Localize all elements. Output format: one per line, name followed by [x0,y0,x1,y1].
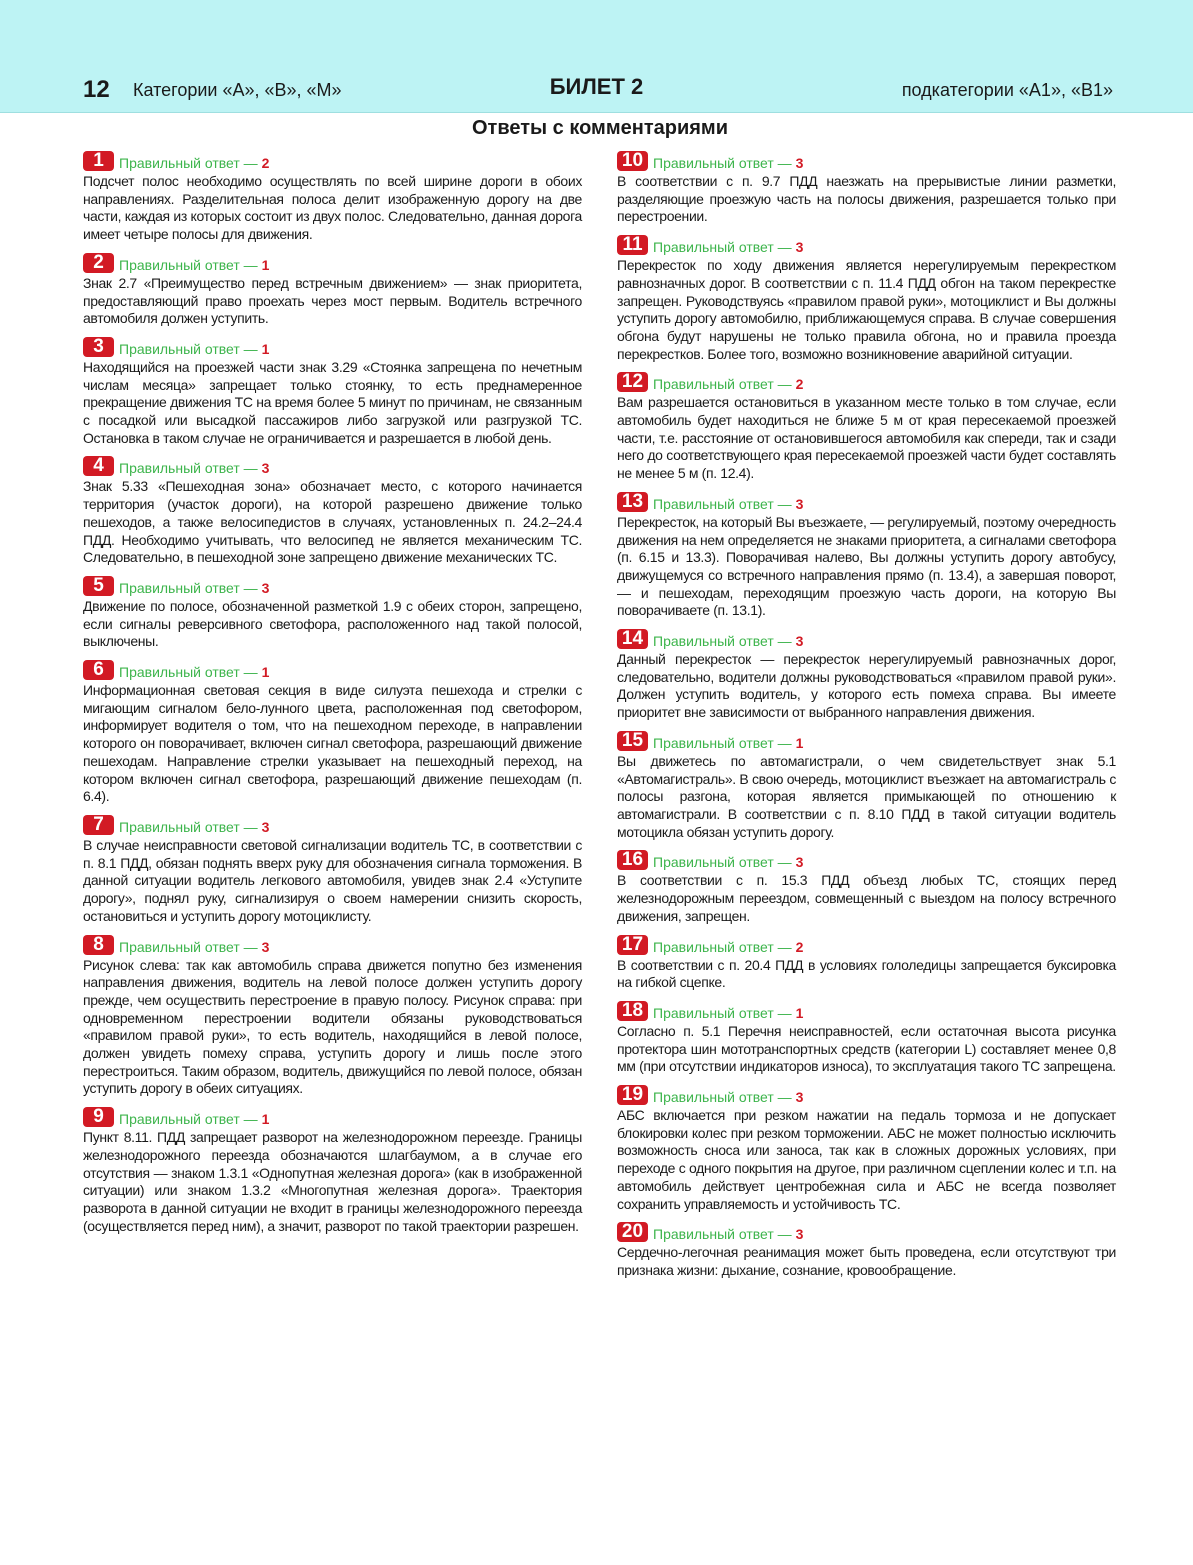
answer-label-text: Правильный ответ — [653,633,792,650]
answer-label-text: Правильный ответ — [119,579,258,596]
question-number-badge: 5 [83,576,114,596]
answer-number: 2 [795,376,804,393]
answer-header [83,660,582,680]
answer-label-text: Правильный ответ — [653,854,792,871]
answer-comment: Сердечно-легочная реанимация может быть проведена, если отсутствуют три признака жизни: дыхание, сознание, кровообращение. [617,1244,1116,1278]
question-number-badge: 8 [83,935,114,955]
correct-answer-label [119,580,269,596]
answer-header [617,1001,1116,1021]
answer-label-text: Правильный ответ — [653,495,792,512]
answer-header [617,850,1116,870]
right-column [617,151,1116,1289]
answer-number: 3 [795,633,804,650]
answer-label-text: Правильный ответ — [653,376,792,393]
answer-number: 3 [261,818,270,835]
answer-item-10 [617,151,1116,226]
categories-right: подкатегории «А1», «В1» [901,80,1113,100]
answer-number: 2 [261,155,270,171]
answer-comment: Информационная световая секция в виде силуэта пешехода и стрелки с мигающим сигналом бело-лунного цвета, расположенная под светофором, информирует водителя о том, что на пешеходном переходе, в направлении которого он поворачивает, включен сигнал светофора, разрешающий движение пешеходам. Направление стрелки указывает на пешеходный переход, на котором включен сигнал светофора, разрешающий движение пешеходам (п. 6.4). [83,682,582,805]
answer-header [617,731,1116,751]
answer-item-11 [617,235,1116,363]
answer-label-text: Правильный ответ — [119,155,258,171]
answer-item-20 [617,1222,1116,1279]
answer-label-text: Правильный ответ — [119,818,258,835]
answer-header [83,456,582,476]
question-number-badge: 18 [617,1001,648,1021]
answer-item-4 [83,456,582,567]
question-number-badge: 6 [83,660,114,680]
answer-item-18 [617,1001,1116,1076]
question-number-badge: 13 [617,492,648,512]
question-number-badge: 3 [83,337,114,357]
answer-item-6 [83,660,582,806]
answer-item-8 [83,935,582,1099]
answer-label-text: Правильный ответ — [653,1089,792,1106]
answer-item-19 [617,1085,1116,1213]
answer-item-2 [83,253,582,328]
answer-number: 1 [795,1004,804,1021]
answer-header [83,151,582,171]
answer-number: 3 [795,495,804,512]
correct-answer-label [119,257,269,273]
page-subtitle: Ответы с комментариями [471,117,729,139]
answer-header [617,1085,1116,1105]
question-number-badge: 16 [617,850,648,870]
ticket-title: БИЛЕТ 2 [549,74,644,99]
question-number-badge: 14 [617,629,648,649]
answer-header [83,815,582,835]
question-number-badge: 19 [617,1085,648,1105]
answer-label-text: Правильный ответ — [653,155,792,171]
answer-label-text: Правильный ответ — [119,340,258,357]
answer-item-5 [83,576,582,651]
answer-label-text: Правильный ответ — [653,734,792,751]
answer-number: 1 [261,340,270,357]
answer-comment: Подсчет полос необходимо осуществлять по всей ширине дороги в обоих направлениях. Разделительная полоса делит изображенную дорогу на две части, каждая из которых состоит из двух полос. Следовательно, данная дорога имеет четыре полосы для движения. [83,173,582,243]
answer-header [617,629,1116,649]
correct-answer-label [653,633,803,649]
answer-number: 3 [795,239,804,256]
question-number-badge: 17 [617,935,648,955]
answer-label-text: Правильный ответ — [653,938,792,955]
question-number-badge: 7 [83,815,114,835]
correct-answer-label [653,939,803,955]
correct-answer-label [119,1111,269,1127]
answer-label-text: Правильный ответ — [119,1111,258,1128]
answer-header [83,576,582,596]
answer-comment: Вы движетесь по автомагистрали, о чем свидетельствует знак 5.1 «Автомагистраль». В свою очередь, мотоциклист въезжает на автомагистраль с полосы разгона, которая является примыкающей по отношению к автомагистрали. В соответствии с п. 8.10 ПДД в такой ситуации водитель мотоцикла обязан уступить дорогу. [617,752,1116,840]
answer-number: 3 [795,155,804,171]
question-number-badge: 20 [617,1222,648,1242]
correct-answer-label [653,735,803,751]
answer-item-9 [83,1107,582,1235]
answer-number: 3 [795,854,804,871]
correct-answer-label [119,664,269,680]
correct-answer-label [653,376,803,392]
answer-label-text: Правильный ответ — [119,938,258,955]
answer-comment: В соответствии с п. 15.3 ПДД объезд любых ТС, стоящих перед железнодорожным переездом, совмещенный с выездом на полосу встречного движения, запрещен. [617,872,1116,924]
question-number-badge: 2 [83,253,114,273]
answer-item-16 [617,850,1116,925]
answer-comment: В соответствии с п. 9.7 ПДД наезжать на прерывистые линии разметки, разделяющие проезжую часть на полосы движения, разрешается только при перестроении. [617,173,1116,225]
answer-header [617,935,1116,955]
page-number: 12 [83,76,110,103]
correct-answer-label [119,460,269,476]
answer-comment: АБС включается при резком нажатии на педаль тормоза и не допускает блокировки колес при резком торможении. АБС не может полностью исключить возможность сноса или заноса, так как в сложных дорожных условиях, при переходе с одного покрытия на другое, при различном сцеплении колес и т.п. на автомобиль действует центробежная сила и АБС не всегда позволяет сохранить управляемость и устойчивость ТС. [617,1107,1116,1212]
answer-label-text: Правильный ответ — [653,239,792,256]
question-number-badge: 4 [83,456,114,476]
answer-header [83,1107,582,1127]
answer-number: 1 [795,734,804,751]
correct-answer-label [653,854,803,870]
question-number-badge: 10 [617,151,648,171]
answer-item-14 [617,629,1116,722]
answer-label-text: Правильный ответ — [119,664,258,681]
answer-item-13 [617,492,1116,620]
correct-answer-label [119,819,269,835]
answer-item-12 [617,372,1116,483]
answer-header [83,337,582,357]
answer-item-1 [83,151,582,244]
answer-comment: Рисунок слева: так как автомобиль справа движется попутно без изменения направления движения, водитель на левой полосе должен уступить дорогу прежде, чем осуществить перестроение в правую полосу. Рисунок справа: при одновременном перестроении водители обязаны руководствоваться «правилом правой руки», то есть водитель, находящийся в левой полосе, должен увидеть помеху справа, уступить дорогу и лишь после этого перестроиться. Таким образом, водитель, движущийся по левой полосе, обязан уступить дорогу в обеих ситуациях. [83,956,582,1097]
question-number-badge: 1 [83,151,114,171]
answer-header [617,235,1116,255]
correct-answer-label [653,496,803,512]
answer-label-text: Правильный ответ — [119,460,258,477]
answer-number: 1 [261,1111,270,1128]
answer-comment: Знак 5.33 «Пешеходная зона» обозначает место, с которого начинается территория (участок дороги), на которой разрешено движение только пешеходов, а также велосипедистов в случаях, установленных п. 24.2–24.4 ПДД. Необходимо учитывать, что велосипед не является механическим ТС. Следовательно, в пешеходной зоне запрещено движение механических ТС. [83,478,582,566]
correct-answer-label [653,155,803,171]
correct-answer-label [653,1226,803,1242]
answer-number: 1 [261,256,270,273]
answer-header [617,492,1116,512]
question-number-badge: 15 [617,731,648,751]
answer-number: 3 [261,460,270,477]
categories-left: Категории «А», «В», «М» [133,80,342,100]
question-number-badge: 11 [617,235,648,255]
answer-item-7 [83,815,582,926]
answer-number: 3 [795,1226,804,1243]
answer-header [617,151,1116,171]
page-header [0,0,1193,113]
answer-label-text: Правильный ответ — [119,256,258,273]
answer-comment: Согласно п. 5.1 Перечня неисправностей, если остаточная высота рисунка протектора шин мототранспортных средств (категории L) составляет менее 0,8 мм (при отсутствии индикаторов износа), то эксплуатация такого ТС запрещена. [617,1022,1116,1075]
answer-header [83,935,582,955]
answer-comment: Данный перекресток — перекресток нерегулируемый равнозначных дорог, следовательно, водители должны руководствоваться «правилом правой руки». Должен уступить водитель, у которого есть помеха справа. Вы имеете приоритет вне зависимости от выбранного направления движения. [617,651,1116,721]
answer-comment: Вам разрешается остановиться в указанном месте только в том случае, если автомобиль будет находиться не ближе 5 м от края пересекаемой проезжей части, т.е. расстояние от остановившегося автомобиля как спереди, так и сзади него до соответствующего края пересекаемой проезжей части будет составлять не менее 5 м (п. 12.4). [617,394,1116,482]
answer-comment: Находящийся на проезжей части знак 3.29 «Стоянка запрещена по нечетным числам месяца» запрещает только стоянку, то есть преднамеренное прекращение движения ТС на время более 5 минут по причинам, не связанным с посадкой или высадкой пассажиров либо загрузкой или разгрузкой ТС. Остановка в таком случае не ограничивается и разрешается в любой день. [83,358,582,446]
answer-comment: Знак 2.7 «Преимущество перед встречным движением» — знак приоритета, предоставляющий право проехать через мост первым. Водитель встречного автомобиля должен уступить. [83,274,582,327]
answer-comment: Движение по полосе, обозначенной разметкой 1.9 с обеих сторон, запрещено, если сигналы реверсивного светофора, расположенного над такой полосой, выключены. [83,597,582,650]
answer-comment: Перекресток, на который Вы въезжаете, — регулируемый, поэтому очередность движения на нем определяется не знаками приоритета, а сигналами светофора (п. 6.15 и 13.3). Поворачивая налево, Вы должны уступить дорогу автобусу, движущемуся со встречного направления прямо (п. 13.4), а завершая поворот, — и пешеходам, переходящим проезжую часть дороги, на которую Вы поворачиваете (п. 13.1). [617,513,1116,619]
answer-header [617,372,1116,392]
answer-item-3 [83,337,582,448]
answer-number: 3 [261,938,270,955]
answer-comment: Перекресток по ходу движения является нерегулируемым перекрестком равнозначных дорог. В соответствии с п. 11.4 ПДД обгон на таком перекрестке запрещен. Руководствуясь «правилом правой руки», мотоциклист и Вы должны уступить дорогу автомобилю, приближающемуся справа. В случае совершения обгона будут нарушены не только правила обгона, но и правила проезда перекрестков. Более того, возможно возникновение аварийной ситуации. [617,257,1116,362]
answer-label-text: Правильный ответ — [653,1004,792,1021]
left-column [83,151,582,1244]
answer-number: 3 [795,1089,804,1106]
answer-item-15 [617,731,1116,842]
answer-number: 2 [795,938,804,955]
correct-answer-label [119,155,269,171]
answer-comment: Пункт 8.11. ПДД запрещает разворот на железнодорожном переезде. Границы железнодорожного переезда обозначаются шлагбаумом, а в случае его отсутствия — знаком 1.3.1 «Однопутная железная дорога» (как в изображенной ситуации) или знаком 1.3.2 «Многопутная железная дорога». Траектория разворота в данной ситуации не входит в границы железнодорожного переезда (осуществляется перед ним), а значит, разворот по такой траектории разрешен. [83,1129,582,1234]
answer-header [83,253,582,273]
answer-header [617,1222,1116,1242]
correct-answer-label [653,1005,803,1021]
answer-comment: В случае неисправности световой сигнализации водитель ТС, в соответствии с п. 8.1 ПДД, обязан поднять вверх руку для обозначения сигнала торможения. В данной ситуации водитель легкового автомобиля, увидев знак 2.4 «Уступите дорогу», поднял руку, сигнализируя о своем намерении снизить скорость, остановиться и уступить дорогу мотоциклисту. [83,836,582,924]
correct-answer-label [119,341,269,357]
question-number-badge: 12 [617,372,648,392]
answer-label-text: Правильный ответ — [653,1226,792,1243]
question-number-badge: 9 [83,1107,114,1127]
correct-answer-label [653,239,803,255]
correct-answer-label [119,939,269,955]
answer-number: 1 [261,664,270,681]
answer-number: 3 [261,579,270,596]
answer-item-17 [617,935,1116,992]
correct-answer-label [653,1089,803,1105]
answer-comment: В соответствии с п. 20.4 ПДД в условиях гололедицы запрещается буксировка на гибкой сцепке. [617,956,1116,991]
